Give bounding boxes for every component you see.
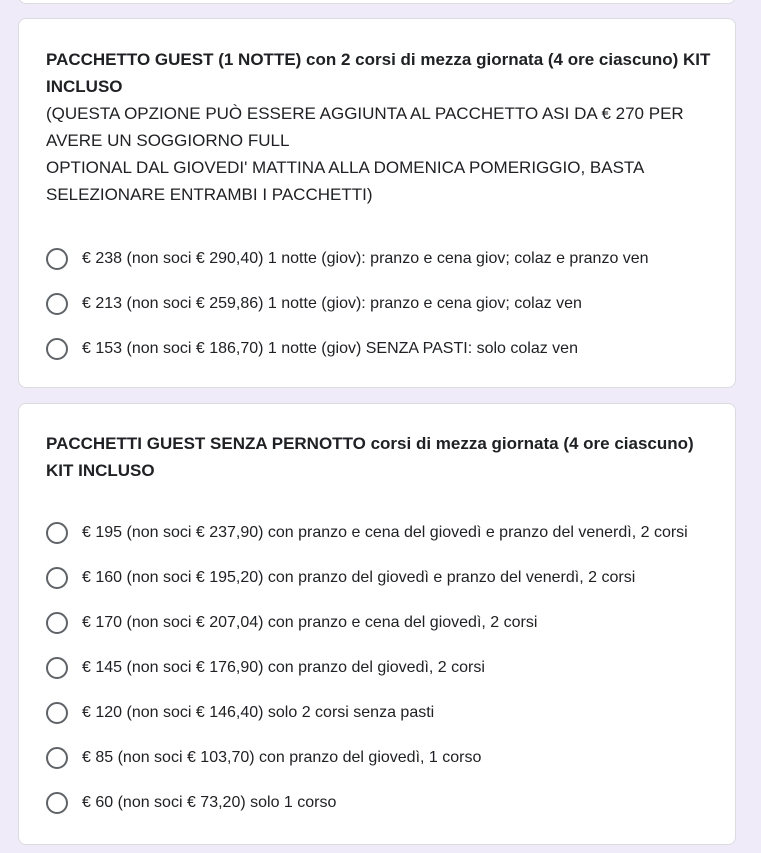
radio-button-icon[interactable] (46, 522, 68, 544)
radio-option-label: € 153 (non soci € 186,70) 1 notte (giov) SENZA PASTI: solo colaz ven (82, 339, 578, 357)
radio-option[interactable] (46, 780, 725, 825)
radio-option-label: € 60 (non soci € 73,20) solo 1 corso (82, 793, 337, 811)
radio-option[interactable] (46, 326, 725, 371)
question-header (46, 430, 711, 484)
radio-option-label: € 160 (non soci € 195,20) con pranzo del giovedì e pranzo del venerdì, 2 corsi (82, 568, 636, 586)
radio-option[interactable] (46, 600, 725, 645)
radio-option-label: € 85 (non soci € 103,70) con pranzo del giovedì, 1 corso (82, 748, 482, 766)
radio-option-label: € 213 (non soci € 259,86) 1 notte (giov): pranzo e cena giov; colaz ven (82, 294, 582, 312)
radio-button-icon[interactable] (46, 702, 68, 724)
radio-button-icon[interactable] (46, 338, 68, 360)
radio-button-icon[interactable] (46, 792, 68, 814)
question-title: PACCHETTO GUEST (1 NOTTE) con 2 corsi di mezza giornata (4 ore ciascuno) KIT INCLUSO (46, 50, 711, 96)
radio-option[interactable] (46, 281, 725, 326)
previous-question-card (18, 0, 736, 4)
radio-option[interactable] (46, 690, 725, 735)
question-card-guest-1-night (18, 18, 736, 388)
question-header (46, 46, 711, 208)
radio-group (46, 236, 725, 371)
radio-option[interactable] (46, 735, 725, 780)
question-description: (QUESTA OPZIONE PUÒ ESSERE AGGIUNTA AL PACCHETTO ASI DA € 270 PER AVERE UN SOGGIORNO FULL OPTIONAL DAL GIOVEDI' MATTINA ALLA DOMENICA POMERIGGIO, BASTA SELEZIONARE ENTRAMBI I PACCHETTI) (46, 104, 684, 204)
radio-button-icon[interactable] (46, 293, 68, 315)
radio-option[interactable] (46, 510, 725, 555)
radio-button-icon[interactable] (46, 567, 68, 589)
radio-option[interactable] (46, 555, 725, 600)
radio-button-icon[interactable] (46, 612, 68, 634)
question-title: PACCHETTI GUEST SENZA PERNOTTO corsi di mezza giornata (4 ore ciascuno) KIT INCLUSO (46, 434, 694, 480)
radio-option-label: € 120 (non soci € 146,40) solo 2 corsi senza pasti (82, 703, 435, 721)
radio-button-icon[interactable] (46, 248, 68, 270)
radio-option-label: € 238 (non soci € 290,40) 1 notte (giov): pranzo e cena giov; colaz e pranzo ven (82, 249, 649, 267)
radio-option[interactable] (46, 236, 725, 281)
radio-option[interactable] (46, 645, 725, 690)
question-card-guest-no-overnight (18, 403, 736, 845)
radio-option-label: € 145 (non soci € 176,90) con pranzo del giovedì, 2 corsi (82, 658, 485, 676)
radio-option-label: € 170 (non soci € 207,04) con pranzo e cena del giovedì, 2 corsi (82, 613, 538, 631)
radio-group (46, 510, 725, 825)
radio-button-icon[interactable] (46, 657, 68, 679)
radio-option-label: € 195 (non soci € 237,90) con pranzo e cena del giovedì e pranzo del venerdì, 2 corsi (82, 523, 688, 541)
radio-button-icon[interactable] (46, 747, 68, 769)
